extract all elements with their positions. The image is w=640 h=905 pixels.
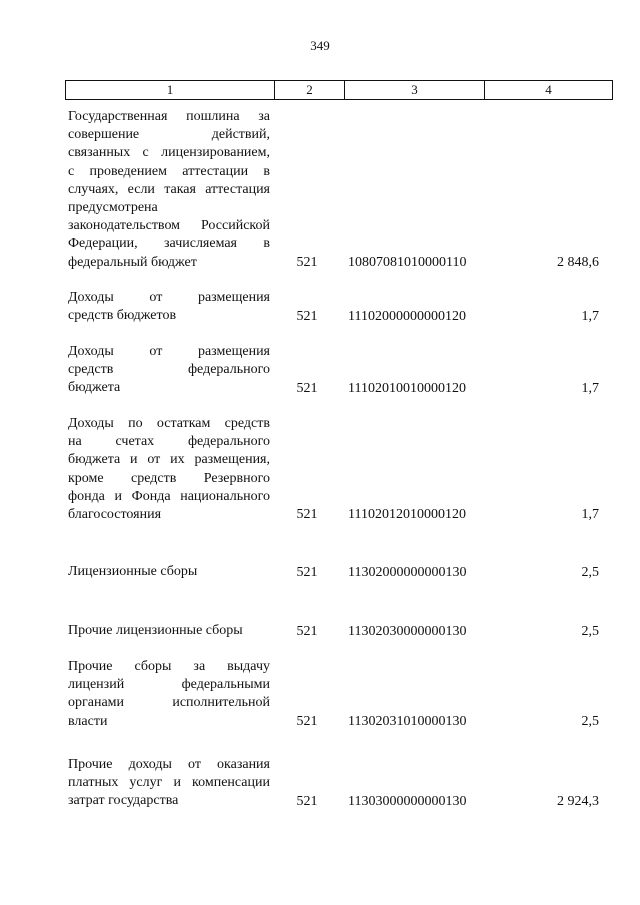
table-row (65, 658, 613, 731)
amount: 2,5 (581, 713, 599, 729)
amount: 2 848,6 (557, 254, 599, 270)
admin-code: 521 (296, 623, 318, 639)
budget-classification-code: 11302031010000130 (348, 713, 467, 729)
budget-classification-code: 11102010010000120 (348, 380, 466, 396)
admin-code: 521 (296, 506, 318, 522)
revenue-name: Лицензионные сборы (68, 564, 198, 579)
table-row (65, 563, 613, 582)
budget-classification-code: 11102012010000120 (348, 506, 466, 522)
budget-classification-code: 11302000000000130 (348, 564, 467, 580)
revenue-name: Доходы от размещения средств бюджетов (68, 290, 270, 324)
admin-code: 521 (296, 564, 318, 580)
revenue-name: Доходы от размещения средств федерального бюджета (68, 344, 270, 396)
budget-classification-code: 10807081010000110 (348, 254, 467, 270)
admin-code: 521 (296, 254, 318, 270)
amount: 2,5 (581, 623, 599, 639)
budget-classification-code: 11102000000000120 (348, 308, 466, 324)
admin-code: 521 (296, 380, 318, 396)
table-row (65, 108, 613, 272)
amount: 1,7 (581, 380, 599, 396)
header-col-3: 3 (345, 81, 485, 99)
table-row (65, 289, 613, 326)
amount: 2 924,3 (557, 793, 599, 809)
table-row (65, 343, 613, 398)
budget-classification-code: 11303000000000130 (348, 793, 467, 809)
amount: 2,5 (581, 564, 599, 580)
revenue-name: Прочие лицензионные сборы (68, 623, 243, 638)
admin-code: 521 (296, 713, 318, 729)
admin-code: 521 (296, 308, 318, 324)
amount: 1,7 (581, 506, 599, 522)
table-header (65, 80, 613, 100)
admin-code: 521 (296, 793, 318, 809)
header-col-4: 4 (545, 82, 552, 97)
revenue-name: Прочие сборы за выдачу лицензий федеральными органами исполнительной власти (68, 659, 270, 729)
revenue-name: Государственная пошлина за совершение действий, связанных с лицензированием, с проведением аттестации в случаях, если такая аттестация предусмотрена законодательством Российской Федерации, зачисляемая в федеральный бюджет (68, 109, 270, 270)
table-row (65, 756, 613, 811)
header-col-2: 2 (275, 81, 345, 99)
budget-classification-code: 11302030000000130 (348, 623, 467, 639)
header-col-1: 1 (66, 81, 275, 99)
table-row (65, 622, 613, 641)
revenue-name: Доходы по остаткам средств на счетах федерального бюджета и от их размещения, кроме средств Резервного фонда и Фонда национального благосостояния (68, 416, 270, 522)
revenue-name: Прочие доходы от оказания платных услуг и компенсации затрат государства (68, 757, 270, 809)
table-row (65, 415, 613, 524)
amount: 1,7 (581, 308, 599, 324)
page-number: 349 (310, 38, 330, 53)
